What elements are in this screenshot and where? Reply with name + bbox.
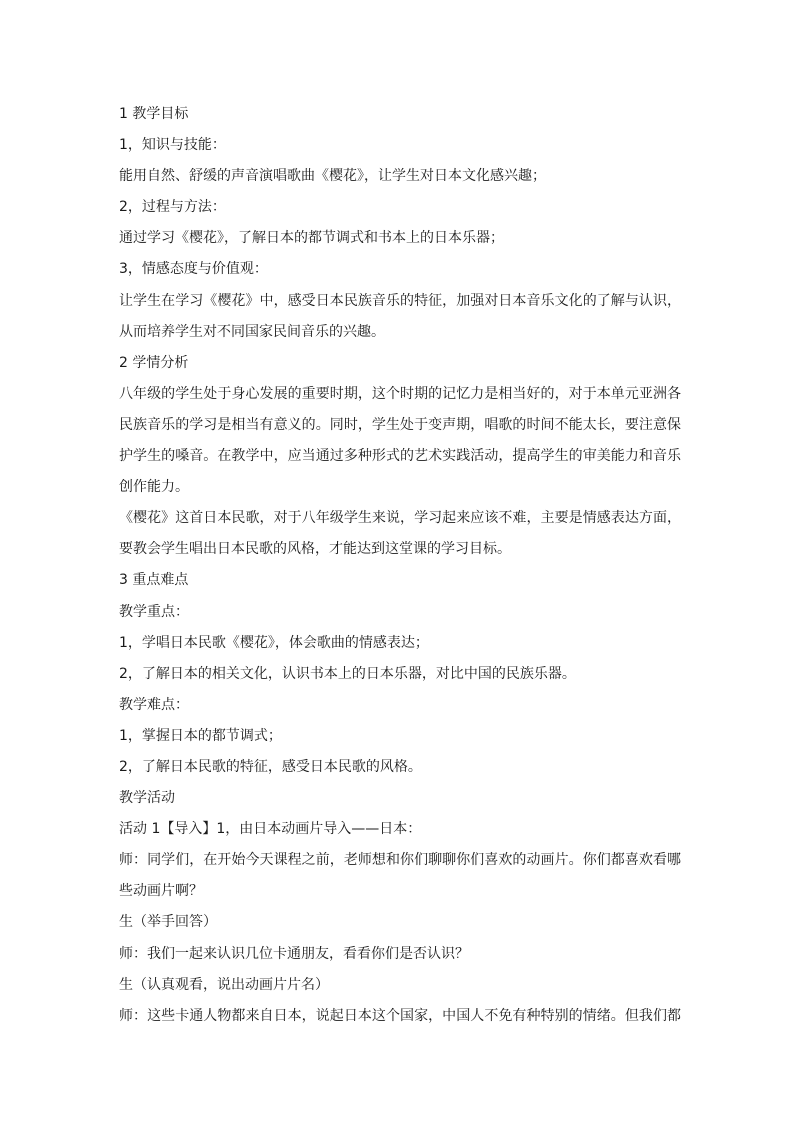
text-line: 《樱花》这首日本民歌，对于八年级学生来说，学习起来应该不难，主要是情感表达方面， bbox=[119, 510, 681, 527]
text-line: 生（举手回答） bbox=[119, 914, 217, 931]
text-line: 教学难点： bbox=[119, 696, 189, 713]
text-line: 活动 1【导入】1，由日本动画片导入——日本： bbox=[119, 821, 422, 838]
text-line: 通过学习《樱花》，了解日本的都节调式和书本上的日本乐器； bbox=[119, 230, 504, 247]
text-line: 1，知识与技能： bbox=[119, 137, 226, 154]
text-line: 生（认真观看，说出动画片片名） bbox=[119, 976, 329, 993]
text-line: 要教会学生唱出日本民歌的风格，才能达到这堂课的学习目标。 bbox=[119, 541, 511, 558]
text-line: 3，情感态度与价值观： bbox=[119, 261, 268, 278]
text-line: 师：这些卡通人物都来自日本，说起日本这个国家，中国人不免有种特别的情绪。但我们都 bbox=[119, 1007, 681, 1024]
text-line: 教学活动 bbox=[119, 790, 175, 807]
text-line: 教学重点： bbox=[119, 603, 189, 620]
text-line: 师：我们一起来认识几位卡通朋友，看看你们是否认识？ bbox=[119, 945, 469, 962]
text-line: 1 教学目标 bbox=[119, 106, 189, 122]
text-line: 创作能力。 bbox=[119, 479, 189, 496]
document-body bbox=[119, 99, 681, 1032]
text-line: 2，了解日本的相关文化，认识书本上的日本乐器，对比中国的民族乐器。 bbox=[119, 665, 576, 682]
text-line: 2，过程与方法： bbox=[119, 199, 226, 216]
text-line: 3 重点难点 bbox=[119, 572, 189, 589]
text-line: 1，掌握日本的都节调式； bbox=[119, 727, 282, 744]
text-line: 护学生的嗓音。在教学中，应当通过多种形式的艺术实践活动，提高学生的审美能力和音乐 bbox=[119, 448, 681, 465]
text-line: 民族音乐的学习是相当有意义的。同时，学生处于变声期，唱歌的时间不能太长，要注意保 bbox=[119, 416, 681, 433]
text-line: 从而培养学生对不同国家民间音乐的兴趣。 bbox=[119, 323, 385, 340]
text-line: 2 学情分析 bbox=[119, 354, 189, 371]
text-line: 1，学唱日本民歌《樱花》，体会歌曲的情感表达； bbox=[119, 634, 429, 651]
text-line: 2，了解日本民歌的特征，感受日本民歌的风格。 bbox=[119, 758, 422, 775]
text-line: 八年级的学生处于身心发展的重要时期，这个时期的记忆力是相当好的，对于本单元亚洲各 bbox=[119, 385, 681, 402]
text-line: 师：同学们，在开始今天课程之前，老师想和你们聊聊你们喜欢的动画片。你们都喜欢看哪 bbox=[119, 852, 681, 869]
text-line: 能用自然、舒缓的声音演唱歌曲《樱花》，让学生对日本文化感兴趣； bbox=[119, 168, 546, 185]
text-line: 让学生在学习《樱花》中，感受日本民族音乐的特征，加强对日本音乐文化的了解与认识， bbox=[119, 292, 681, 309]
text-line: 些动画片啊？ bbox=[119, 883, 203, 900]
